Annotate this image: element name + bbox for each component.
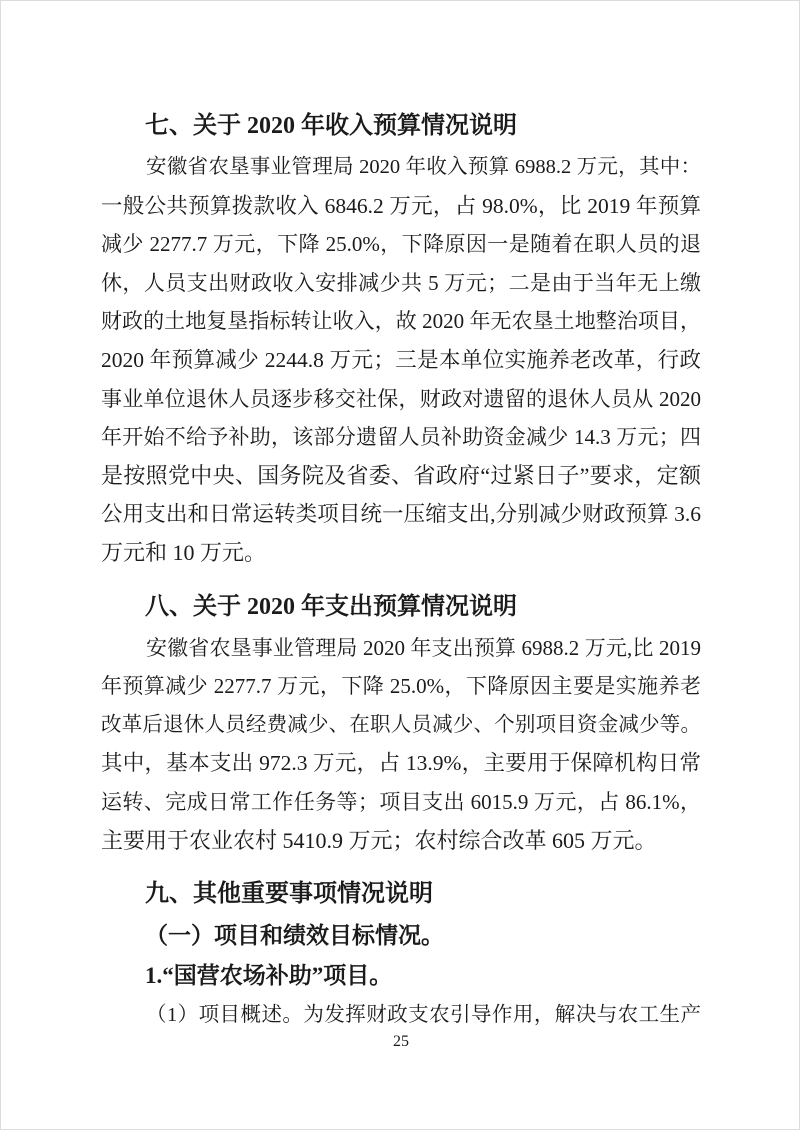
text-line: 一般公共预算拨款收入 6846.2 万元，占 98.0%，比 2019 年预算: [101, 193, 701, 218]
text-area: [101, 105, 701, 1035]
text-line: 年开始不给予补助，该部分遗留人员补助资金减少 14.3 万元；四: [101, 425, 701, 450]
text-line: 是按照党中央、国务院及省委、省政府“过紧日子”要求，定额: [101, 462, 701, 488]
text-line: 财政的土地复垦指标转让收入，故 2020 年无农垦土地整治项目，: [101, 309, 701, 334]
page-number: 25: [393, 1033, 409, 1050]
text-line: 安徽省农垦事业管理局 2020 年收入预算 6988.2 万元，其中：: [146, 156, 701, 178]
text-line: 2020 年预算减少 2244.8 万元；三是本单位实施养老改革，行政: [101, 347, 701, 372]
text-line: 主要用于农业农村 5410.9 万元；农村综合改革 605 万元。: [101, 827, 657, 853]
text-line: 安徽省农垦事业管理局 2020 年支出预算 6988.2 万元,比 2019: [146, 635, 701, 660]
text-line: 减少 2277.7 万元，下降 25.0%，下降原因一是随着在职人员的退: [101, 232, 701, 257]
section-heading: 八、关于 2020 年支出预算情况说明: [145, 593, 517, 620]
sub-heading: 1.“国营农场补助”项目。: [145, 963, 393, 989]
text-line: 其中，基本支出 972.3 万元，占 13.9%，主要用于保障机构日常: [101, 751, 701, 776]
sub-heading: （一）项目和绩效目标情况。: [145, 923, 444, 949]
text-line: 万元和 10 万元。: [101, 539, 267, 565]
text-line: （1）项目概述。为发挥财政支农引导作用，解决与农工生产: [146, 1004, 701, 1027]
text-line: 年预算减少 2277.7 万元，下降 25.0%，下降原因主要是实施养老: [101, 674, 701, 699]
section-heading: 九、其他重要事项情况说明: [145, 881, 433, 908]
text-line: 改革后退休人员经费减少、在职人员减少、个别项目资金减少等。: [101, 713, 701, 736]
text-line: 事业单位退休人员逐步移交社保，财政对遗留的退休人员从 2020: [101, 386, 701, 411]
section-heading: 七、关于 2020 年收入预算情况说明: [145, 113, 517, 139]
text-line: 公用支出和日常运转类项目统一压缩支出,分别减少财政预算 3.6: [101, 502, 701, 527]
text-line: 休，人员支出财政收入安排减少共 5 万元；二是由于当年无上缴: [101, 270, 701, 295]
text-line: 运转、完成日常工作任务等；项目支出 6015.9 万元，占 86.1%，: [101, 789, 701, 814]
